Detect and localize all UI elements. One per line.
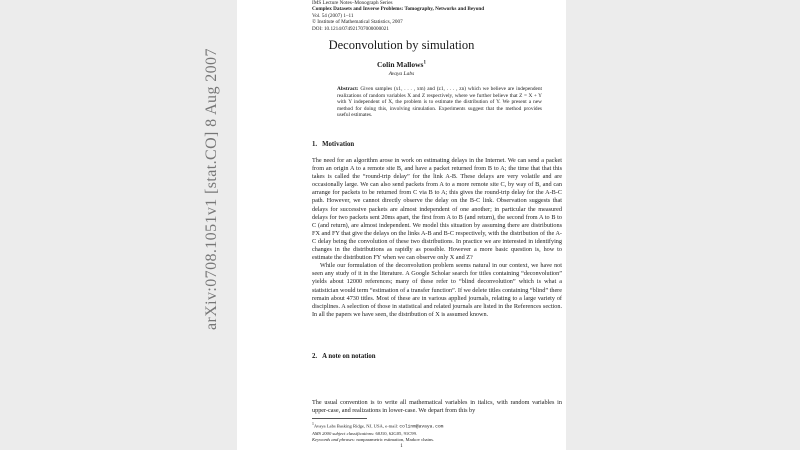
volume-line: Vol. 54 (2007) 1–11 (312, 12, 354, 19)
section-heading-motivation (312, 141, 354, 148)
paragraph: The need for an algorithm arose in work on estimating delays in the Internet. We can send a packet from an origin A to a remote site B, and have a packet returned from B to A; the time that that this takes is called the “round-trip delay” for the link A-B. These delays are very volatile and are occasionally large. We can also send packets from A to a more remote site C, by way of B, and can arrange for packets to be returned from C via B to A; this gives the round-trip delay for the A-B-C path. However, we cannot directly observe the delay on the B-C link. Observation suggests that delays for successive packets are almost independent of one another; in particular the measured delays for two packets sent 20ms apart, the first from A to B (and return), the second from A to B to C (and return), are almost independent. We model this situation by assuming there are distributions FX and FY that give the delays on the links A-B and B-C respectively, with the distribution of the A-C delay being the convolution of these two distributions. In practice we are interested in identifying changes in the distributions as rapidly as possible. However a more basic question is, how to estimate the distribution FY when we can observe only X and Z? (312, 157, 562, 262)
abstract (337, 86, 542, 119)
abstract-label: Abstract: (337, 86, 359, 92)
arxiv-stamp: arXiv:0708.1051v1 [stat.CO] 8 Aug 2007 (203, 48, 220, 330)
footnote-address-line (312, 421, 562, 431)
paragraph: While our formulation of the deconvolution problem seems natural in our context, we have not seen any study of it in the literature. A Google Scholar search for titles containing “deconvolution” yields about 12000 references; many of these refer to “blind deconvolution” which is what a statistician would term “estimation of a transfer function”. If we delete titles containing “blind” there remain about 4730 titles. Most of these are in various applied journals, relating to a large variety of disciplines. A selection of those in statistical and related journals are listed in the References section. In all the papers we have seen, the distribution of X is assumed known. (312, 262, 562, 318)
left-margin (0, 0, 237, 450)
section-body-motivation (312, 157, 562, 319)
section-number: 2. (312, 353, 318, 360)
affiliation: Avaya Labs (388, 71, 415, 77)
ams-codes: 60J10, 62G05, 91C99. (375, 430, 418, 436)
author-footnote-mark: 1 (423, 60, 426, 66)
section-number: 1. (312, 141, 318, 148)
paragraph: The usual convention is to write all mathematical variables in italics, with random variables in upper-case, and realizations in lower-case. We depart from this by (312, 399, 562, 415)
footnote (312, 421, 562, 444)
doi-line: DOI: 10.1214/074921707000000021 (312, 25, 389, 32)
section-title: Motivation (322, 141, 355, 148)
keywords: nonparametric estimation, Markov chains. (356, 437, 435, 443)
series-line: IMS Lecture Notes–Monograph Series (312, 0, 393, 6)
ams-label: AMS 2000 subject classifications: (312, 430, 375, 436)
volume-title: Complex Datasets and Inverse Problems: Tomography, Networks and Beyond (312, 6, 485, 13)
paper-title: Deconvolution by simulation (328, 38, 475, 52)
section-body-notation (312, 399, 562, 415)
footnote-keywords-line (312, 437, 562, 443)
author-line (237, 60, 566, 69)
footnote-rule (312, 418, 367, 419)
footnote-address: Avaya Labs Basking Ridge, NJ, USA, e-mail: (313, 423, 399, 429)
journal-header (312, 0, 484, 32)
copyright-line: © Institute of Mathematical Statistics, 2007 (312, 19, 403, 26)
page-number: 1 (400, 444, 403, 449)
right-margin (566, 0, 800, 450)
keywords-label: Keywords and phrases: (312, 437, 356, 443)
author-name: Colin Mallows (377, 60, 424, 69)
footnote-mark: 1 (312, 422, 314, 426)
section-heading-notation (312, 353, 376, 360)
paper-page (237, 0, 566, 450)
abstract-text: Given samples (x1, . . . , xm) and (z1, . . . , zn) which we believe are independent realizations of random variables X and Z respectively, where we further believe that Z = X + Y with Y independent of X, the problem is to estimate the distribution of Y. We present a new method for doing this, involving simulation. Experiments suggest that the method provides useful estimates. (337, 86, 542, 119)
footnote-email: colinm@avaya.com (399, 424, 444, 430)
section-title: A note on notation (322, 353, 376, 360)
